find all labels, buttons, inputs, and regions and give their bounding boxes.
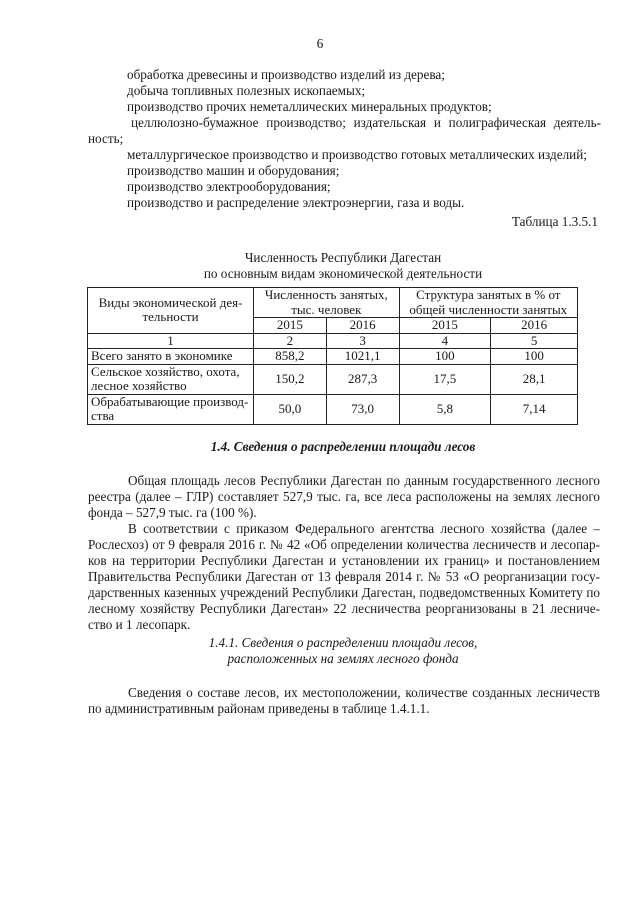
cell: 5,8 — [399, 394, 491, 424]
row-label: Обрабатывающие производ- ства — [88, 394, 254, 424]
subsection-heading-line: расположенных на землях лесного фонда — [227, 651, 459, 666]
cell: 73,0 — [326, 394, 399, 424]
column-group-structure: Структура занятых в % от общей численности занятых — [399, 288, 577, 318]
paragraph-line: дарственных казенных учреждений Республики Дагестан, подведомственных Комитету по — [88, 585, 600, 600]
paragraph-line: Правительства Республики Дагестан от 13 февраля 2014 г. № 53 «О реорганизации госу- — [88, 569, 600, 584]
page-number: 6 — [316, 36, 324, 51]
paragraph-line: фонда – 527,9 тыс. га (100 %). — [88, 505, 257, 520]
cell: 7,14 — [491, 394, 578, 424]
cell: 858,2 — [254, 349, 327, 365]
employment-table — [87, 287, 578, 425]
cell: 1021,1 — [326, 349, 399, 365]
column-header-activity: Виды экономической дея- тельности — [88, 288, 254, 334]
table-row — [88, 364, 578, 394]
table-row — [88, 394, 578, 424]
column-group-employed: Численность занятых, тыс. человек — [254, 288, 400, 318]
list-item: производство прочих неметаллических минеральных продуктов; — [127, 99, 492, 114]
cell: 50,0 — [254, 394, 327, 424]
table-title-line: Численность Республики Дагестан — [244, 250, 442, 265]
paragraph-line: Рослесхоз) от 9 февраля 2016 г. № 42 «Об определении количества лесничеств и лесопар- — [88, 537, 600, 552]
paragraph-line: реестра (далее – ГЛР) составляет 527,9 тыс. га, все леса расположены на землях лесного — [88, 489, 600, 504]
year-header: 2016 — [326, 318, 399, 334]
paragraph-line: Сведения о составе лесов, их местоположении, количестве созданных лесничеств — [128, 685, 600, 700]
list-item: добыча топливных полезных ископаемых; — [127, 83, 366, 98]
year-header: 2016 — [491, 318, 578, 334]
paragraph-line: ков на территории Республики Дагестан и установлении их границ» и постановлением — [88, 553, 600, 568]
subsection-heading-line: 1.4.1. Сведения о распределении площади лесов, — [208, 635, 478, 650]
cell: 28,1 — [491, 364, 578, 394]
list-item: производство и распределение электроэнергии, газа и воды. — [127, 195, 465, 210]
table-row — [88, 349, 578, 365]
list-item-continuation: ность; — [88, 131, 124, 146]
cell: 287,3 — [326, 364, 399, 394]
row-label: Всего занято в экономике — [88, 349, 254, 365]
table-title-line: по основным видам экономической деятельности — [203, 266, 483, 281]
list-item: производство электрооборудования; — [127, 179, 331, 194]
paragraph-line: В соответствии с приказом Федерального агентства лесного хозяйства (далее – — [128, 521, 600, 536]
paragraph-line: ство и 1 лесопарк. — [88, 617, 191, 632]
section-heading: 1.4. Сведения о распределении площади лесов — [210, 439, 476, 454]
column-number: 5 — [491, 333, 578, 349]
column-number: 3 — [326, 333, 399, 349]
paragraph-line: Общая площадь лесов Республики Дагестан по данным государственного лесного — [128, 473, 600, 488]
cell: 100 — [399, 349, 491, 365]
year-header: 2015 — [399, 318, 491, 334]
list-item: целлюлозно-бумажное производство; издательская и полиграфическая деятель- — [131, 115, 601, 130]
row-label: Сельское хозяйство, охота, лесное хозяйство — [88, 364, 254, 394]
paragraph-line: по административным районам приведены в таблице 1.4.1.1. — [88, 701, 430, 716]
paragraph-line: лесному хозяйству Республики Дагестан» 22 лесничества реорганизованы в 21 лесниче- — [88, 601, 600, 616]
column-number: 1 — [88, 333, 254, 349]
column-number: 2 — [254, 333, 327, 349]
column-number: 4 — [399, 333, 491, 349]
table-caption: Таблица 1.3.5.1 — [511, 214, 598, 229]
list-item: производство машин и оборудования; — [127, 163, 340, 178]
cell: 100 — [491, 349, 578, 365]
list-item: обработка древесины и производство изделий из дерева; — [127, 67, 445, 82]
cell: 17,5 — [399, 364, 491, 394]
year-header: 2015 — [254, 318, 327, 334]
cell: 150,2 — [254, 364, 327, 394]
list-item: металлургическое производство и производство готовых металлических изделий; — [127, 147, 587, 162]
